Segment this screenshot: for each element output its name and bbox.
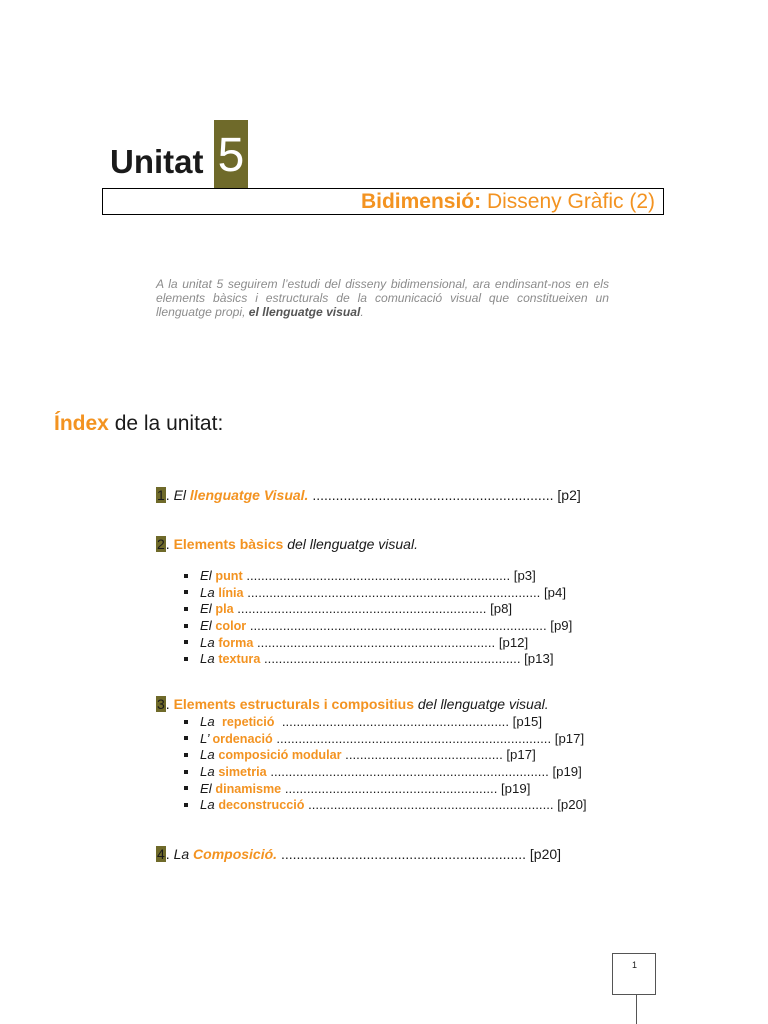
toc-dots: ........................................................................ xyxy=(242,568,511,583)
section-rest: del llenguatge visual. xyxy=(283,536,418,552)
index-heading xyxy=(54,412,223,436)
toc-dots: ........................................................................... xyxy=(272,730,552,746)
toc-page: [p20] xyxy=(553,797,587,813)
toc-dots: ........................................... xyxy=(341,747,503,763)
toc-dots: ................................................................... xyxy=(304,797,554,813)
item-article: El xyxy=(200,568,216,583)
item-article: La xyxy=(200,651,219,667)
item-term: dinamisme xyxy=(215,781,282,796)
bullet-icon xyxy=(184,720,188,724)
toc-page: [p12] xyxy=(495,634,529,650)
section-number: 2 xyxy=(157,536,165,552)
section-2-list xyxy=(184,568,572,668)
bullet-icon xyxy=(184,657,188,661)
item-article: La xyxy=(200,584,219,600)
toc-section-3: 3. Elements estructurals i compositius del llenguatge visual. xyxy=(157,696,549,712)
bullet-icon xyxy=(184,624,188,628)
list-item xyxy=(184,618,572,635)
list-item xyxy=(184,585,572,602)
list-item xyxy=(184,635,572,652)
list-item xyxy=(184,601,572,618)
toc-section-2: 2. Elements bàsics del llenguatge visual. xyxy=(157,536,418,552)
toc-page: [p19] xyxy=(548,764,582,780)
section-title: llenguatge Visual. xyxy=(189,487,309,503)
item-term: repetició xyxy=(222,715,275,729)
toc-page: [p4] xyxy=(540,584,566,600)
toc-dots: ...................................................................... xyxy=(260,651,521,667)
toc-page: [p17] xyxy=(502,747,536,763)
item-term: forma xyxy=(218,635,254,650)
list-item xyxy=(184,747,587,764)
item-term: color xyxy=(215,619,247,634)
intro-paragraph xyxy=(156,277,609,319)
page-number-box xyxy=(612,953,656,995)
bullet-icon xyxy=(184,607,188,611)
item-term: línia xyxy=(218,585,244,600)
index-heading-strong: Índex xyxy=(54,412,109,435)
list-item xyxy=(184,764,587,781)
unit-subtitle xyxy=(361,190,655,214)
section-title: Elements estructurals i compositius xyxy=(173,696,414,712)
index-heading-rest: de la unitat: xyxy=(108,412,224,435)
item-article: L’ xyxy=(200,730,213,746)
toc-page: [p2] xyxy=(553,487,581,503)
toc-page: [p15] xyxy=(509,714,542,729)
section-number: 4 xyxy=(157,846,165,862)
section-number: 3 xyxy=(157,696,165,712)
bullet-icon xyxy=(184,590,188,594)
subtitle-rest: Disseny Gràfic (2) xyxy=(481,190,655,213)
subtitle-box xyxy=(102,188,664,215)
bullet-icon xyxy=(184,786,188,790)
toc-page: [p20] xyxy=(526,846,562,862)
list-item xyxy=(184,651,572,668)
item-article: La xyxy=(200,747,219,763)
toc-page: [p8] xyxy=(486,601,513,617)
section-title: Composició. xyxy=(193,846,278,862)
subtitle-strong: Bidimensió: xyxy=(360,190,482,213)
bullet-icon xyxy=(184,753,188,757)
toc-dots: .......................................................... xyxy=(281,780,498,796)
list-item xyxy=(184,714,587,731)
toc-page: [p9] xyxy=(546,618,573,634)
item-term: composició modular xyxy=(218,748,342,763)
list-item xyxy=(184,781,587,798)
bullet-icon xyxy=(184,803,188,807)
page-number: 1 xyxy=(632,960,638,970)
item-term: punt xyxy=(215,569,243,583)
item-article: El xyxy=(200,780,216,796)
item-term: textura xyxy=(218,652,261,667)
toc-section-4: 4. La Composició. ............................................................... [p20] xyxy=(157,846,562,862)
section-title: Elements bàsics xyxy=(173,536,284,552)
intro-end: . xyxy=(360,305,364,319)
toc-dots: ................................................................................ xyxy=(243,584,541,600)
bullet-icon xyxy=(184,736,188,740)
section-prefix: El xyxy=(173,487,190,503)
item-article: La xyxy=(200,764,219,780)
toc-dots: ................................................................. xyxy=(253,634,496,650)
toc-dots: .............................................................. xyxy=(274,714,509,729)
toc-page: [p13] xyxy=(520,651,554,667)
section-3-list xyxy=(184,714,587,814)
item-article: La xyxy=(200,797,219,813)
intro-text: A la unitat 5 seguirem l’estudi del disseny bidimensional, ara endinsant-nos en els elements bàsics i estructurals de la comunicació visual que constitueixen un llenguatge propi, xyxy=(156,277,609,319)
toc-dots: ............................................................... xyxy=(277,846,526,862)
toc-page: [p19] xyxy=(497,780,531,796)
list-item xyxy=(184,797,587,814)
bullet-icon xyxy=(184,770,188,774)
list-item xyxy=(184,731,587,748)
bullet-icon xyxy=(184,574,188,578)
unit-number-badge: 5 xyxy=(214,120,248,188)
intro-bold: el llenguatge visual xyxy=(248,305,361,319)
toc-page: [p17] xyxy=(551,730,585,746)
item-term: simetria xyxy=(218,765,267,780)
list-item xyxy=(184,568,572,585)
bullet-icon xyxy=(184,640,188,644)
unit-title: Unitat xyxy=(110,143,204,180)
section-rest: del llenguatge visual. xyxy=(413,696,549,712)
item-article: La xyxy=(200,634,219,650)
section-prefix: La xyxy=(173,846,194,862)
toc-section-1: 1. El llenguatge Visual. .............................................................. [p2] xyxy=(157,487,581,503)
page-marker-line xyxy=(636,995,637,1024)
item-article: La xyxy=(200,714,222,729)
item-term: deconstrucció xyxy=(218,798,305,813)
item-term: pla xyxy=(215,602,234,617)
toc-page: [p3] xyxy=(510,568,536,583)
toc-dots: .................................................................... xyxy=(233,601,487,617)
toc-dots: ............................................................................ xyxy=(266,764,549,780)
item-term: ordenació xyxy=(212,731,273,746)
toc-dots: .............................................................. xyxy=(308,487,554,503)
section-number: 1 xyxy=(157,487,165,503)
item-article: El xyxy=(200,618,216,634)
item-article: El xyxy=(200,601,216,617)
toc-dots: ................................................................................. xyxy=(246,618,547,634)
